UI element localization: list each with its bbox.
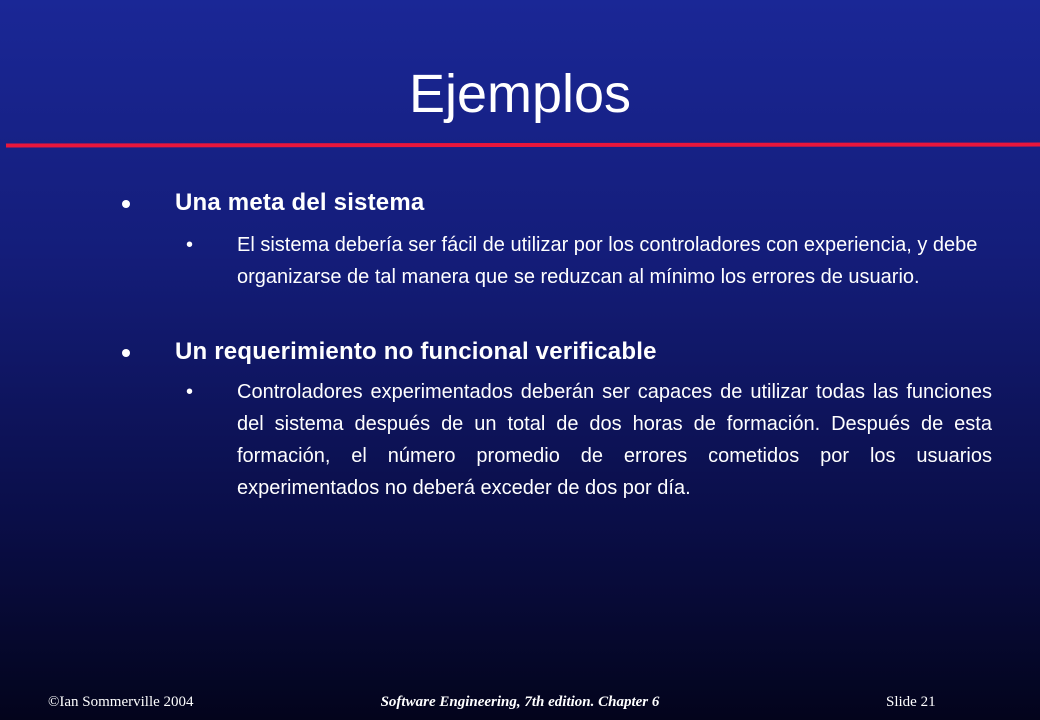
footer-slide-number: Slide 21 <box>886 694 936 710</box>
point-detail-text: Controladores experimentados deberán ser capaces de utilizar todas las funciones del sistema después de un total de dos horas de formación. Después de esta formación, el número promedio de errores cometidos por los usuarios experimentados no deberá exceder de dos por día. <box>237 381 992 499</box>
slide-title: Ejemplos <box>408 64 632 124</box>
point-detail-text: El sistema debería ser fácil de utilizar por los controladores con experiencia, y debe organizarse de tal manera que se reduzcan al mínimo los errores de usuario. <box>237 234 978 288</box>
point-nonfunctional-requirement-detail <box>186 376 994 536</box>
bullet-dot-icon <box>122 349 130 357</box>
footer-book-title: Software Engineering, 7th edition. Chapter 6 <box>380 694 660 710</box>
title-underline-rule <box>6 143 1040 148</box>
footer-copyright: ©Ian Sommerville 2004 <box>48 694 194 710</box>
bullet-icon: • <box>186 234 194 256</box>
point-heading: Una meta del sistema <box>175 189 425 216</box>
bullet-dot-icon <box>122 200 130 208</box>
point-system-goal-detail <box>186 229 994 325</box>
point-heading: Un requerimiento no funcional verificable <box>175 338 657 365</box>
bullet-icon: • <box>186 381 194 403</box>
